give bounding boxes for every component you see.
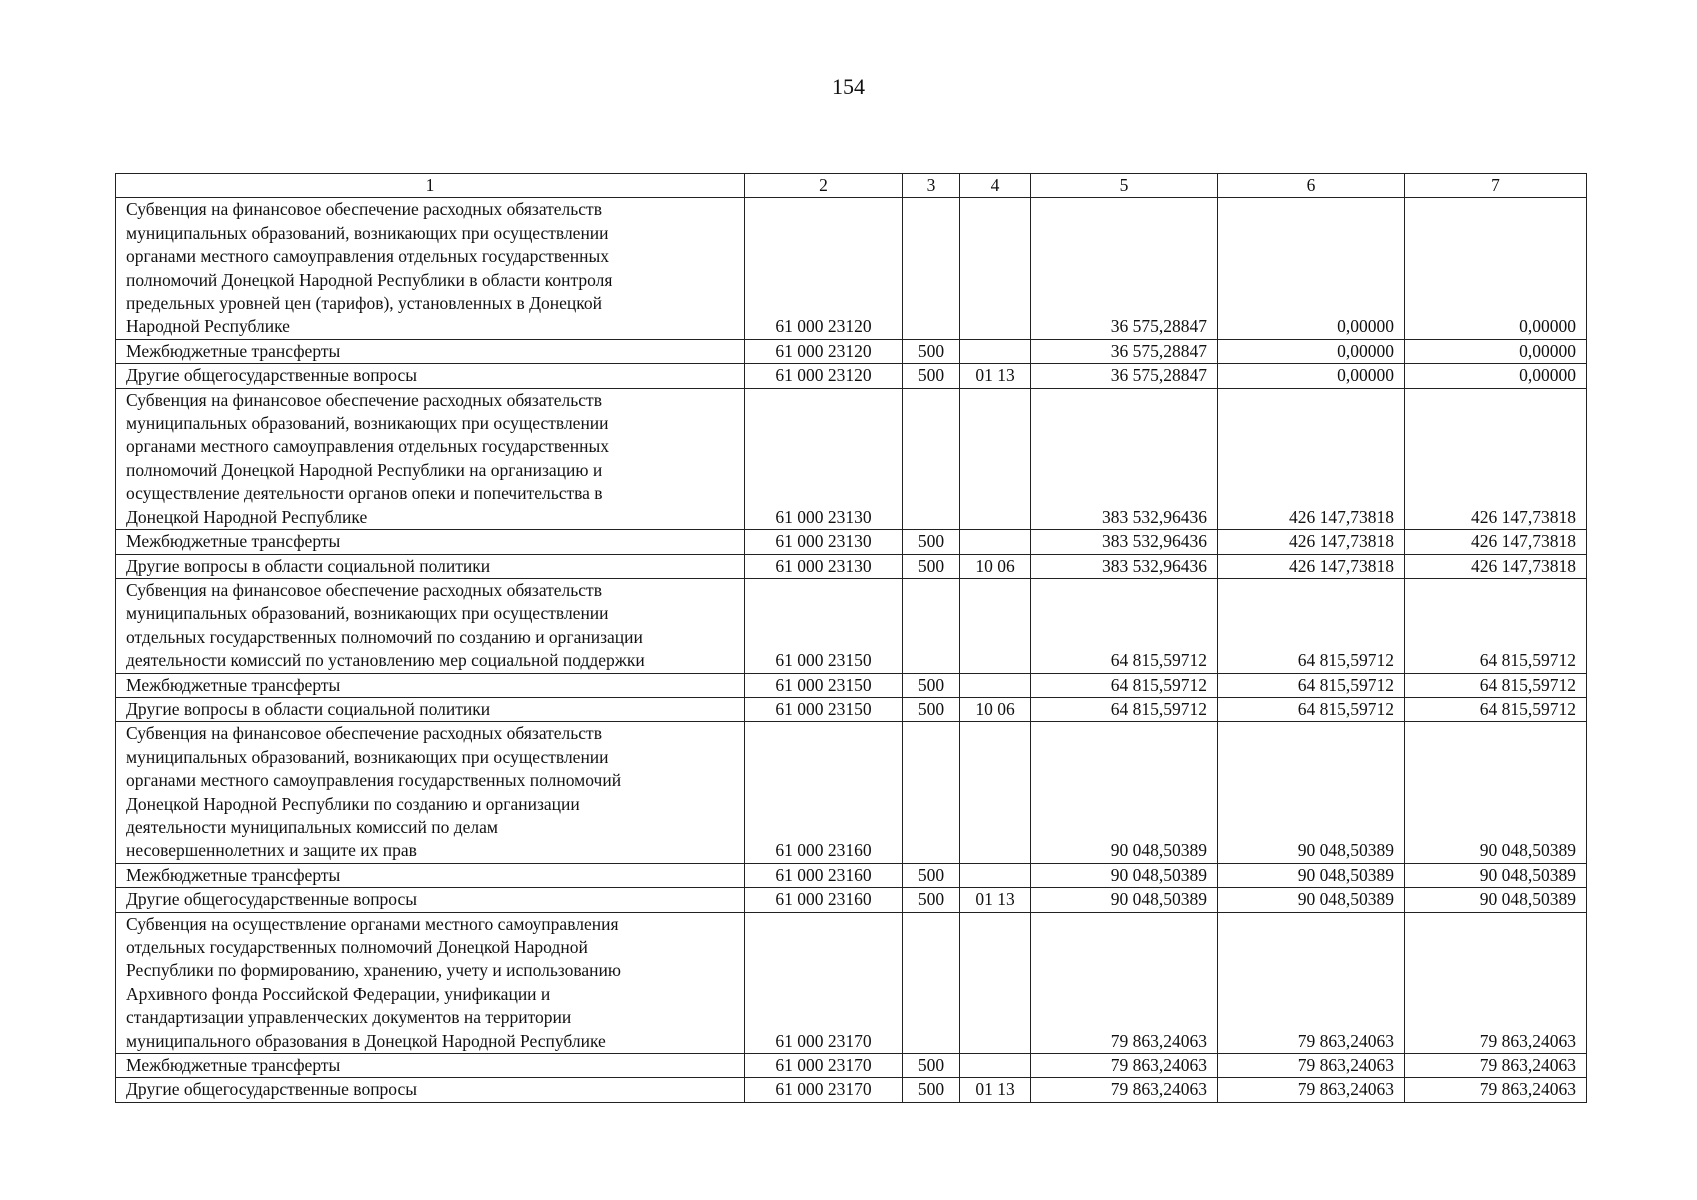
table-row	[116, 1054, 1587, 1078]
amount-col7-cell: 90 048,50389	[1405, 722, 1587, 863]
amount-col6-cell: 90 048,50389	[1218, 888, 1405, 912]
item-name-cell	[116, 697, 745, 721]
section-code-cell	[960, 863, 1031, 887]
amount-col5-cell: 383 532,96436	[1031, 530, 1218, 554]
header-col-6: 6	[1218, 174, 1405, 198]
item-name-line: Другие общегосударственные вопросы	[126, 365, 418, 386]
item-name-line: стандартизации управленческих документов на территории	[126, 1007, 572, 1028]
amount-col5-cell: 90 048,50389	[1031, 722, 1218, 863]
item-name-line: несовершеннолетних и защите их прав	[126, 840, 417, 861]
item-name-line: Субвенция на финансовое обеспечение расходных обязательств	[126, 723, 602, 744]
section-code-cell	[960, 1054, 1031, 1078]
amount-col5-cell: 90 048,50389	[1031, 863, 1218, 887]
amount-col5-cell: 36 575,28847	[1031, 339, 1218, 363]
expense-type-cell	[903, 578, 960, 673]
item-name-line: органами местного самоуправления отдельных государственных	[126, 246, 609, 267]
section-code-cell	[960, 578, 1031, 673]
section-code-cell: 10 06	[960, 697, 1031, 721]
expense-type-cell: 500	[903, 863, 960, 887]
section-code-cell	[960, 912, 1031, 1053]
item-name-cell	[116, 722, 745, 863]
header-row	[116, 174, 1587, 198]
item-name-line: Архивного фонда Российской Федерации, унификации и	[126, 983, 551, 1004]
table-row	[116, 530, 1587, 554]
header-col-2: 2	[745, 174, 903, 198]
item-name-line: Республики по формированию, хранению, учету и использованию	[126, 960, 621, 981]
expense-type-cell: 500	[903, 888, 960, 912]
target-code-cell: 61 000 23170	[745, 1078, 903, 1102]
table-row	[116, 554, 1587, 578]
item-name-cell	[116, 1054, 745, 1078]
item-name-cell	[116, 912, 745, 1053]
section-code-cell	[960, 530, 1031, 554]
section-code-cell: 01 13	[960, 1078, 1031, 1102]
expense-type-cell: 500	[903, 364, 960, 388]
amount-col7-cell: 90 048,50389	[1405, 863, 1587, 887]
section-code-cell: 01 13	[960, 364, 1031, 388]
target-code-cell: 61 000 23130	[745, 388, 903, 529]
item-name-line: муниципальных образований, возникающих при осуществлении	[126, 746, 609, 767]
budget-table	[115, 173, 1587, 1103]
amount-col7-cell: 0,00000	[1405, 364, 1587, 388]
item-name-line: отдельных государственных полномочий Донецкой Народной	[126, 937, 588, 957]
item-name-line: Межбюджетные трансферты	[126, 340, 341, 361]
amount-col7-cell: 64 815,59712	[1405, 578, 1587, 673]
amount-col5-cell: 90 048,50389	[1031, 888, 1218, 912]
section-code-cell	[960, 722, 1031, 863]
expense-type-cell: 500	[903, 1078, 960, 1102]
item-name-line: органами местного самоуправления государственных полномочий	[126, 770, 622, 791]
item-name-cell	[116, 339, 745, 363]
page-number: 154	[832, 74, 865, 99]
item-name-cell	[116, 888, 745, 912]
amount-col6-cell: 426 147,73818	[1218, 388, 1405, 529]
item-name-cell	[116, 554, 745, 578]
item-name-line: Межбюджетные трансферты	[126, 531, 341, 552]
target-code-cell: 61 000 23150	[745, 673, 903, 697]
table-row	[116, 888, 1587, 912]
header-col-1: 1	[116, 174, 745, 198]
table-header	[116, 174, 1587, 198]
item-name-line: Межбюджетные трансферты	[126, 674, 341, 695]
amount-col5-cell: 383 532,96436	[1031, 554, 1218, 578]
item-name-line: Донецкой Народной Республики по созданию и организации	[126, 793, 580, 814]
amount-col6-cell: 79 863,24063	[1218, 1078, 1405, 1102]
amount-col6-cell: 90 048,50389	[1218, 863, 1405, 887]
amount-col7-cell: 79 863,24063	[1405, 1078, 1587, 1102]
amount-col6-cell: 79 863,24063	[1218, 912, 1405, 1053]
expense-type-cell	[903, 722, 960, 863]
target-code-cell: 61 000 23130	[745, 530, 903, 554]
amount-col7-cell: 90 048,50389	[1405, 888, 1587, 912]
amount-col7-cell: 79 863,24063	[1405, 912, 1587, 1053]
item-name-line: полномочий Донецкой Народной Республики в области контроля	[126, 269, 613, 290]
section-code-cell: 01 13	[960, 888, 1031, 912]
amount-col7-cell: 426 147,73818	[1405, 530, 1587, 554]
item-name-line: Межбюджетные трансферты	[126, 1055, 341, 1076]
amount-col6-cell: 0,00000	[1218, 339, 1405, 363]
amount-col5-cell: 79 863,24063	[1031, 1054, 1218, 1078]
table-row	[116, 673, 1587, 697]
amount-col6-cell: 426 147,73818	[1218, 530, 1405, 554]
expense-type-cell	[903, 198, 960, 339]
item-name-line: Народной Республике	[126, 316, 290, 337]
table-row	[116, 198, 1587, 339]
amount-col7-cell: 64 815,59712	[1405, 673, 1587, 697]
expense-type-cell	[903, 912, 960, 1053]
item-name-cell	[116, 1078, 745, 1102]
item-name-line: деятельности комиссий по установлению мер социальной поддержки	[126, 650, 645, 671]
item-name-line: Субвенция на финансовое обеспечение расходных обязательств	[126, 199, 602, 220]
amount-col5-cell: 36 575,28847	[1031, 198, 1218, 339]
amount-col6-cell: 0,00000	[1218, 364, 1405, 388]
section-code-cell	[960, 388, 1031, 529]
section-code-cell	[960, 198, 1031, 339]
target-code-cell: 61 000 23130	[745, 554, 903, 578]
table-row	[116, 912, 1587, 1053]
amount-col5-cell: 79 863,24063	[1031, 912, 1218, 1053]
target-code-cell: 61 000 23120	[745, 339, 903, 363]
header-col-4: 4	[960, 174, 1031, 198]
amount-col6-cell: 426 147,73818	[1218, 554, 1405, 578]
item-name-line: предельных уровней цен (тарифов), установленных в Донецкой	[126, 293, 603, 314]
header-col-7: 7	[1405, 174, 1587, 198]
amount-col7-cell: 426 147,73818	[1405, 554, 1587, 578]
item-name-line: муниципального образования в Донецкой Народной Республике	[126, 1030, 606, 1051]
section-code-cell	[960, 339, 1031, 363]
item-name-line: Субвенция на осуществление органами местного самоуправления	[126, 913, 619, 934]
item-name-line: отдельных государственных полномочий по созданию и организации	[126, 626, 643, 647]
table-row	[116, 1078, 1587, 1102]
item-name-line: органами местного самоуправления отдельных государственных	[126, 436, 609, 457]
item-name-cell	[116, 198, 745, 339]
item-name-line: муниципальных образований, возникающих при осуществлении	[126, 413, 609, 434]
expense-type-cell: 500	[903, 339, 960, 363]
item-name-line: Другие общегосударственные вопросы	[126, 889, 418, 910]
section-code-cell: 10 06	[960, 554, 1031, 578]
item-name-line: Другие общегосударственные вопросы	[126, 1079, 418, 1100]
target-code-cell: 61 000 23170	[745, 1054, 903, 1078]
table-body	[116, 198, 1587, 1102]
target-code-cell: 61 000 23160	[745, 722, 903, 863]
amount-col7-cell: 0,00000	[1405, 339, 1587, 363]
amount-col7-cell: 64 815,59712	[1405, 697, 1587, 721]
amount-col5-cell: 383 532,96436	[1031, 388, 1218, 529]
amount-col6-cell: 64 815,59712	[1218, 697, 1405, 721]
amount-col7-cell: 426 147,73818	[1405, 388, 1587, 529]
amount-col7-cell: 0,00000	[1405, 198, 1587, 339]
item-name-cell	[116, 530, 745, 554]
item-name-cell	[116, 578, 745, 673]
amount-col6-cell: 0,00000	[1218, 198, 1405, 339]
item-name-line: Субвенция на финансовое обеспечение расходных обязательств	[126, 389, 602, 410]
item-name-line: Межбюджетные трансферты	[126, 864, 341, 885]
item-name-line: муниципальных образований, возникающих при осуществлении	[126, 603, 609, 624]
target-code-cell: 61 000 23120	[745, 364, 903, 388]
item-name-line: муниципальных образований, возникающих при осуществлении	[126, 222, 609, 243]
amount-col5-cell: 64 815,59712	[1031, 697, 1218, 721]
amount-col7-cell: 79 863,24063	[1405, 1054, 1587, 1078]
section-code-cell	[960, 673, 1031, 697]
header-col-5: 5	[1031, 174, 1218, 198]
amount-col5-cell: 64 815,59712	[1031, 578, 1218, 673]
item-name-cell	[116, 364, 745, 388]
table-row	[116, 722, 1587, 863]
expense-type-cell: 500	[903, 554, 960, 578]
amount-col5-cell: 36 575,28847	[1031, 364, 1218, 388]
expense-type-cell: 500	[903, 697, 960, 721]
table-row	[116, 863, 1587, 887]
item-name-cell	[116, 673, 745, 697]
target-code-cell: 61 000 23150	[745, 578, 903, 673]
target-code-cell: 61 000 23120	[745, 198, 903, 339]
item-name-line: Другие вопросы в области социальной политики	[126, 698, 491, 719]
item-name-line: Донецкой Народной Республике	[126, 506, 368, 527]
item-name-cell	[116, 388, 745, 529]
item-name-line: Другие вопросы в области социальной политики	[126, 555, 491, 576]
table-row	[116, 697, 1587, 721]
item-name-line: полномочий Донецкой Народной Республики на организацию и	[126, 459, 603, 480]
expense-type-cell: 500	[903, 673, 960, 697]
expense-type-cell: 500	[903, 1054, 960, 1078]
amount-col6-cell: 64 815,59712	[1218, 673, 1405, 697]
target-code-cell: 61 000 23170	[745, 912, 903, 1053]
target-code-cell: 61 000 23160	[745, 863, 903, 887]
expense-type-cell	[903, 388, 960, 529]
target-code-cell: 61 000 23160	[745, 888, 903, 912]
item-name-cell	[116, 863, 745, 887]
target-code-cell: 61 000 23150	[745, 697, 903, 721]
amount-col6-cell: 79 863,24063	[1218, 1054, 1405, 1078]
expense-type-cell: 500	[903, 530, 960, 554]
amount-col6-cell: 64 815,59712	[1218, 578, 1405, 673]
table-row	[116, 364, 1587, 388]
table-row	[116, 388, 1587, 529]
header-col-3: 3	[903, 174, 960, 198]
item-name-line: деятельности муниципальных комиссий по делам	[126, 816, 498, 837]
amount-col5-cell: 79 863,24063	[1031, 1078, 1218, 1102]
amount-col5-cell: 64 815,59712	[1031, 673, 1218, 697]
item-name-line: осуществление деятельности органов опеки и попечительства в	[126, 483, 603, 504]
table-row	[116, 578, 1587, 673]
amount-col6-cell: 90 048,50389	[1218, 722, 1405, 863]
table-row	[116, 339, 1587, 363]
item-name-line: Субвенция на финансовое обеспечение расходных обязательств	[126, 579, 602, 600]
